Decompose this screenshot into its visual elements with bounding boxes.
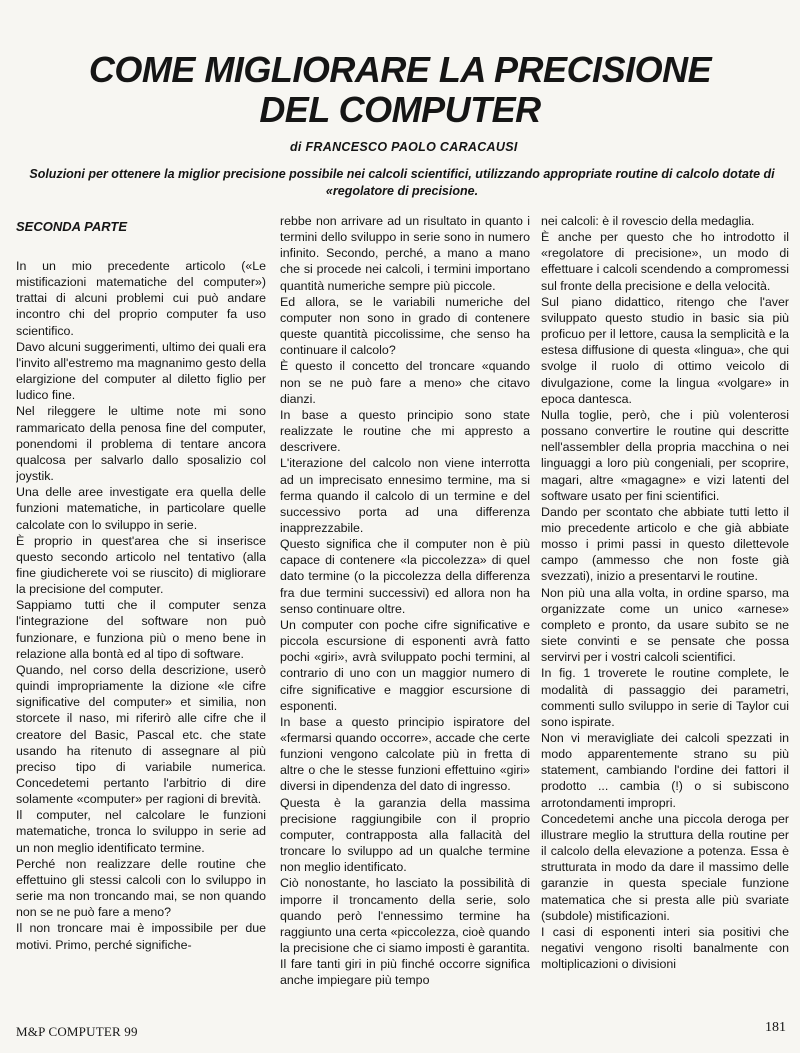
paragraph: Dando per scontato che abbiate tutti letto il mio precedente articolo e che già abbiate mosso i primi passi in questo dilettevole campo (ammesso che non foste già svezzati), inizio a presentarvi le routine. xyxy=(541,504,789,584)
footer-publication: M&P COMPUTER 99 xyxy=(16,1024,138,1039)
paragraph: Un computer con poche cifre significative e piccola escursione di esponenti avrà fatto pochi «giri», avrà sviluppato pochi termini, al contrario di uno con un maggior numero di cifre significative e maggior escursione di esponenti. xyxy=(280,617,530,713)
paragraph: È anche per questo che ho introdotto il «regolatore di precisione», un modo di effettuare i calcoli scendendo a compromessi sul fronte della precisione e della velocità. xyxy=(541,230,789,293)
paragraph: Il computer, nel calcolare le funzioni matematiche, tronca lo sviluppo in serie ad un non meglio identificato termine. xyxy=(16,808,266,855)
paragraph: Davo alcuni suggerimenti, ultimo dei quali era l'invito all'estremo ma magnanimo gesto della elargizione del computer al diletto figlio per ludico fine. xyxy=(16,339,266,403)
paragraph: rebbe non arrivare ad un risultato in quanto i termini dello sviluppo in serie sono in numero infinito. Secondo, perché, a mano a mano che si procede nei calcoli, i termini importano quantità numeriche sempre più piccole. xyxy=(280,214,530,293)
paragraph: In un mio precedente articolo («Le mistificazioni matematiche del computer») trattai di alcuni problemi cui può andare incontro chi del proprio computer fa uso scientifico. xyxy=(16,259,266,338)
paragraph: In base a questo principio sono state realizzate le routine che mi appresto a descrivere. xyxy=(280,407,530,455)
paragraph: Sappiamo tutti che il computer senza l'integrazione del software non può funzionare, e funziona più o meno bene in relazione alla bontà ed al tipo di software. xyxy=(16,598,266,661)
text-column-1 xyxy=(16,213,266,1003)
paragraph: Il fare tanti giri in più finché occorre significa anche impiegare più tempo xyxy=(280,957,530,988)
text-column-3 xyxy=(541,213,789,1003)
paragraph: In fig. 1 troverete le routine complete, le modalità di passaggio dei parametri, commenti sullo sviluppo in serie di Taylor cui sono ispirate. xyxy=(541,666,789,729)
paragraph: Una delle aree investigate era quella delle funzioni matematiche, in particolare quelle calcolate con lo sviluppo in serie. xyxy=(16,485,266,532)
paragraph: Concedetemi anche una piccola deroga per illustrare meglio la struttura della routine per il calcolo della elevazione a potenza. Essa è strutturata in modo da dare il massimo delle garanzie in questa speciale funzione matematica che si presta alle più svariate (subdole) mistificazioni. xyxy=(541,811,789,923)
paragraph: L'iterazione del calcolo non viene interrotta ad un imprecisato ennesimo termine, ma si ferma quando il calcolo di un termine e del successivo porta ad una differenza inapprezzabile. xyxy=(280,456,530,535)
page-number: 181 xyxy=(765,1020,786,1035)
paragraph: Il non troncare mai è impossibile per due motivi. Primo, perché significhe- xyxy=(16,921,266,952)
paragraph: Questa è la garanzia della massima precisione raggiungibile con il proprio computer, contrapposta alla fallacità del troncare lo sviluppo ad un qualche termine non meglio identificato. xyxy=(280,795,530,875)
paragraph: Quando, nel corso della descrizione, userò quindi impropriamente la dizione «le cifre significative del computer» et similia, non storcete il naso, mi riferirò alle cifre che il creatore del Basic, Pascal etc. che state usando ha ritenuto di assegnare al più preciso tipo di variabile numerica. Concedetemi pertanto l'arbitrio di dire solamente «computer» per ragioni di brevità. xyxy=(16,662,266,807)
paragraph: In base a questo principio ispiratore del «fermarsi quando occorre», accade che certe funzioni vengono calcolate più in fretta di altre o che le stesse funzioni effettuino «giri» diversi in dipendenza del dato di ingresso. xyxy=(280,714,530,794)
title-line-2: DEL COMPUTER xyxy=(259,89,541,130)
title-line-1: COME MIGLIORARE LA PRECISIONE xyxy=(88,49,712,90)
paragraph: Non più una alla volta, in ordine sparso, ma organizzate come un unico «arnese» completo e pronto, da usare subito se ne siete convinti e se pensate che possa servirvi per i vostri calcoli scientifici. xyxy=(541,585,789,665)
paragraph: È proprio in quest'area che si inserisce questo secondo articolo nel tentativo (alla fine giudicherete voi se riuscito) di migliorare la precisione del computer. xyxy=(16,533,266,597)
paragraph: Ciò nonostante, ho lasciato la possibilità di imporre il troncamento della serie, solo quando però l'ennessimo termine ha raggiunto una certa «piccolezza, cioè quando la precisione che ci siamo imposti è garantita. xyxy=(280,876,530,956)
paragraph: Nel rileggere le ultime note mi sono rammaricato della penosa fine del computer, ponendomi il problema di tentare ancora qualcosa per salvarlo dallo sposalizio col joystik. xyxy=(16,404,266,484)
paragraph: Perché non realizzare delle routine che effettuino gli stessi calcoli con lo sviluppo in serie ma non troncando mai, se non quando non se ne può fare a meno? xyxy=(16,856,266,920)
paragraph: È questo il concetto del troncare «quando non se ne può fare a meno» che citavo dianzi. xyxy=(280,359,530,406)
paragraph: I casi di esponenti interi sia positivi che negativi vengono risolti banalmente con moltiplicazioni o divisioni xyxy=(541,924,789,972)
paragraph: Non vi meravigliate dei calcoli spezzati in modo apparentemente strano su più statement, cambiando l'ordine dei fattori il prodotto ... cambia (!) o si subiscono arrotondamenti impropri. xyxy=(541,731,789,810)
paragraph: Questo significa che il computer non è più capace di contenere «la piccolezza» di quel dato termine (o la piccolezza della differenza fra due termini successivi) ed allora non ha senso continuare oltre. xyxy=(280,537,530,616)
paragraph: nei calcoli: è il rovescio della medaglia. xyxy=(541,214,755,228)
paragraph: Sul piano didattico, ritengo che l'aver sviluppato questo studio in basic sia più proficuo per il lettore, causa la semplicità e la estesa diffusione di questa «lingua», che qui svolge il ruolo di ottimo veicolo di divulgazione, come la lingua «volgare» in epoca dantesca. xyxy=(541,294,789,406)
article-title xyxy=(40,50,760,130)
article-subtitle: Soluzioni per ottenere la miglior precisione possibile nei calcoli scientifici, utilizzando appropriate routine di calcolo dotate di «regolatore di precisione. xyxy=(29,167,775,198)
section-title: SECONDA PARTE xyxy=(16,219,127,234)
author-byline: di FRANCESCO PAOLO CARACAUSI xyxy=(290,140,518,154)
paragraph: Ed allora, se le variabili numeriche del computer non sono in grado di contenere queste quantità piccolissime, che senso ha continuare il calcolo? xyxy=(280,294,530,358)
text-column-2 xyxy=(280,213,530,1003)
paragraph: Nulla toglie, però, che i più volenterosi possano convertire le routine qui descritte nell'assembler della propria macchina o nei linguaggi a loro più congeniali, per scoprire, magari, altre «magagne» e vizi latenti del software usato per fini scientifici. xyxy=(541,407,789,503)
